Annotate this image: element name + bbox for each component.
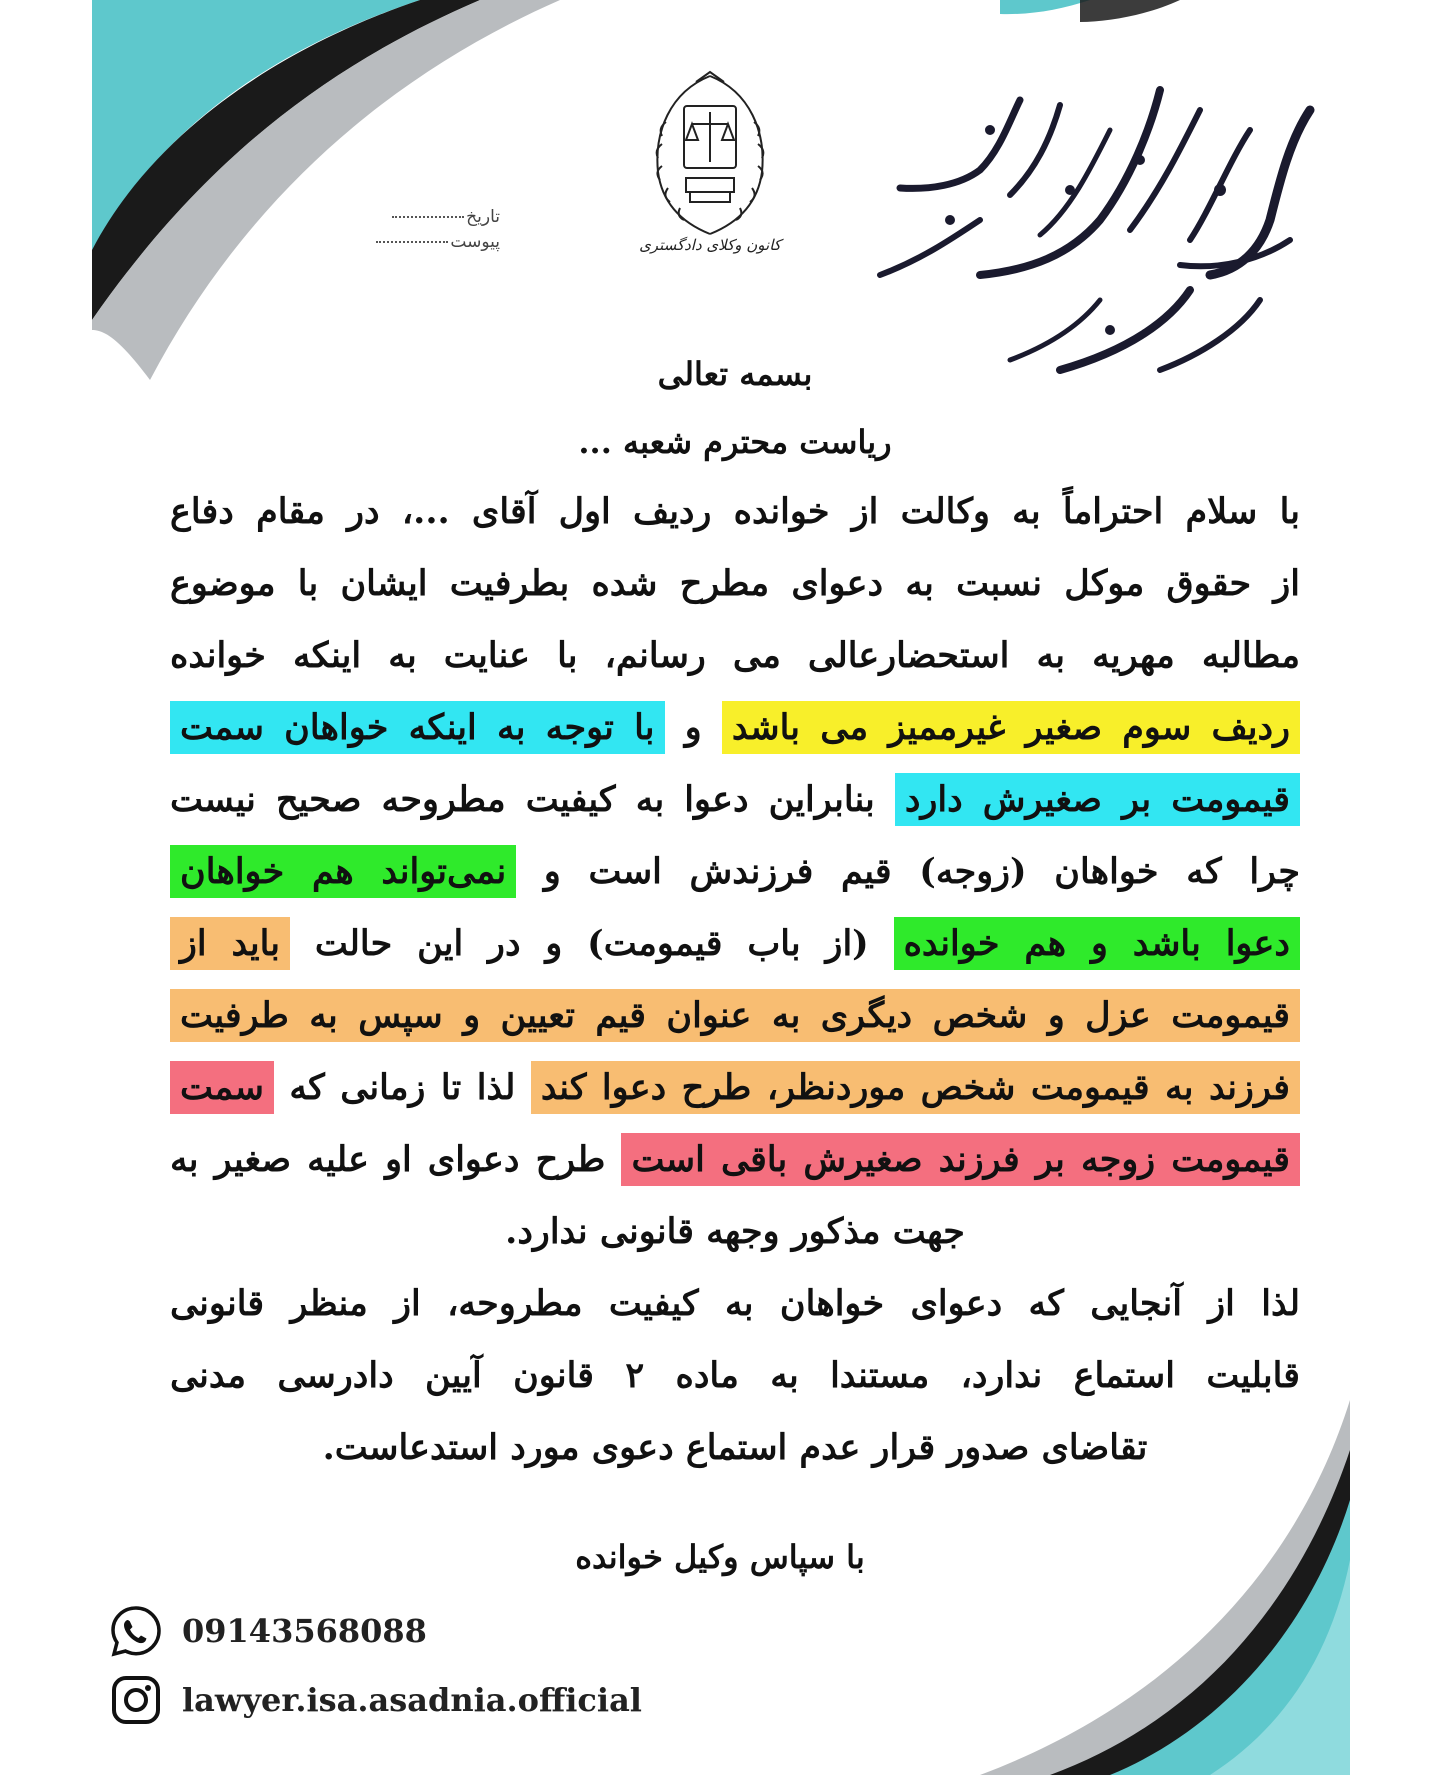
letter-line <box>170 1052 1300 1124</box>
highlighted-text: قیمومت بر صغیرش دارد <box>895 773 1300 826</box>
instagram-handle: lawyer.isa.asadnia.official <box>182 1681 642 1719</box>
phone-number: 09143568088 <box>182 1612 427 1650</box>
whatsapp-icon <box>108 1603 164 1659</box>
letter-line <box>170 1268 1300 1340</box>
highlighted-text: سمت <box>170 1061 274 1114</box>
letter-text: (از باب قیمومت) و در این حالت <box>290 923 894 964</box>
letter-text: از حقوق موکل نسبت به دعوای مطرح شده بطرفیت ایشان با موضوع <box>170 563 1300 604</box>
letter-text: جهت مذکور وجهه قانونی ندارد. <box>505 1211 965 1252</box>
addressee: ریاست محترم شعبه ... <box>578 423 892 461</box>
phone-contact[interactable] <box>108 1603 427 1659</box>
header-fields <box>330 205 500 255</box>
attachment-field[interactable] <box>330 230 500 255</box>
bismillah: بسمه تعالی <box>657 355 813 393</box>
highlighted-text: باید از <box>170 917 290 970</box>
calligraphy-logo <box>860 70 1320 380</box>
signoff: با سپاس وکیل خوانده <box>575 1538 865 1576</box>
highlighted-text: ردیف سوم صغیر غیرممیز می باشد <box>722 701 1300 754</box>
letter-text: چرا که خواهان (زوجه) قیم فرزندش است و <box>516 851 1300 892</box>
instagram-icon <box>108 1672 164 1728</box>
logo-caption: کانون وکلای دادگستری <box>639 236 781 254</box>
letter-line <box>170 908 1300 980</box>
letter-text: لذا از آنجایی که دعوای خواهان به کیفیت مطروحه، از منظر قانونی <box>170 1283 1300 1324</box>
letter-line <box>170 1196 1300 1268</box>
letter-line <box>170 548 1300 620</box>
letter-text: مطالبه مهریه به استحضارعالی می رسانم، با عنایت به اینکه خوانده <box>170 635 1300 676</box>
bar-association-seal <box>640 62 780 262</box>
date-dots <box>392 216 464 218</box>
letter-text: لذا تا زمانی که <box>273 1067 531 1108</box>
letter-line <box>170 980 1300 1052</box>
letter-text: قابلیت استماع ندارد، مستندا به ماده ۲ قانون آیین دادرسی مدنی <box>170 1355 1300 1396</box>
letter-lines <box>170 476 1300 1484</box>
letter-line <box>170 476 1300 548</box>
date-label: تاریخ <box>466 207 500 227</box>
highlighted-text: قیمومت عزل و شخص دیگری به عنوان قیم تعیین و سپس به طرفیت <box>170 989 1300 1042</box>
highlighted-text: دعوا باشد و هم خوانده <box>894 917 1300 970</box>
letter-line <box>170 764 1300 836</box>
highlighted-text: قیمومت زوجه بر فرزند صغیرش باقی است <box>621 1133 1300 1186</box>
highlighted-text: فرزند به قیمومت شخص موردنظر، طرح دعوا کند <box>531 1061 1300 1114</box>
highlighted-text: نمی‌تواند هم خواهان <box>170 845 516 898</box>
highlighted-text: با توجه به اینکه خواهان سمت <box>170 701 665 754</box>
letter-text: با سلام احتراماً به وکالت از خوانده ردیف اول آقای ...، در مقام دفاع <box>170 491 1300 532</box>
instagram-contact[interactable] <box>108 1672 642 1728</box>
letter-line <box>170 836 1300 908</box>
letter-line <box>170 1340 1300 1412</box>
letter-text: و <box>664 707 722 748</box>
letter-text: طرح دعوای او علیه صغیر به <box>170 1139 622 1180</box>
date-field[interactable] <box>330 205 500 230</box>
letter-line <box>170 692 1300 764</box>
letter-text: تقاضای صدور قرار عدم استماع دعوی مورد استدعاست. <box>322 1427 1148 1468</box>
letter-line <box>170 1124 1300 1196</box>
attachment-label: پیوست <box>450 232 500 252</box>
attachment-dots <box>376 241 448 243</box>
letter-body <box>170 340 1300 1484</box>
letter-line <box>170 620 1300 692</box>
letter-line <box>170 1412 1300 1484</box>
letter-text: بنابراین دعوا به کیفیت مطروحه صحیح نیست <box>170 779 895 820</box>
